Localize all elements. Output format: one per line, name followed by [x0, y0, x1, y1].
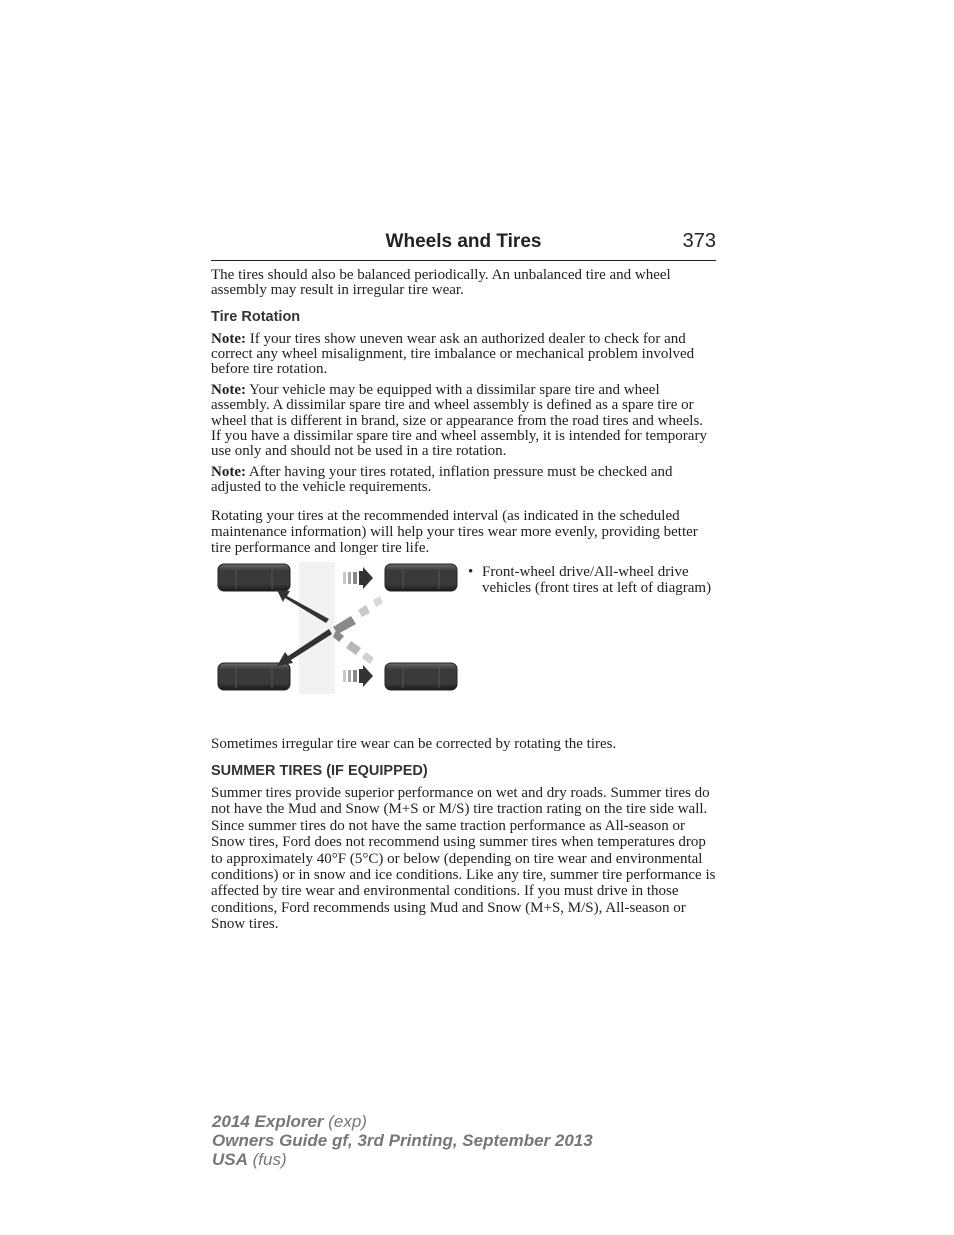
- after-figure-paragraph: Sometimes irregular tire wear can be corrected by rotating the tires.: [211, 735, 617, 752]
- arrow-icon: [343, 567, 373, 589]
- note-label: Note:: [211, 330, 246, 347]
- intro-paragraph: The tires should also be balanced periodically. An unbalanced tire and wheel assembly may result in irregular tire wear.: [211, 267, 671, 299]
- tire-rotation-diagram: [211, 562, 461, 702]
- footer-model-code: (exp): [323, 1112, 367, 1131]
- footer-market: USA: [212, 1150, 248, 1169]
- list-item: [465, 564, 717, 597]
- bullet-text: Front-wheel drive/All-wheel drive vehicles (front tires at left of diagram): [482, 563, 712, 597]
- note-label: Note:: [211, 382, 246, 399]
- bullet-icon: •: [468, 563, 474, 580]
- page-content: [211, 268, 716, 933]
- tire-icon: [385, 564, 457, 591]
- note-text: After having your tires rotated, inflation pressure must be checked and adjusted to the vehicle requirements.: [211, 464, 673, 496]
- note-text: Your vehicle may be equipped with a dissimilar spare tire and wheel assembly. A dissimilar spare tire and wheel assembly is defined as a spare tire or wheel that is different in brand, size or appearance from the road tires and wheels. If you have a dissimilar spare tire and wheel assembly, it is intended for temporary use only and should not be used in a tire rotation.: [211, 382, 707, 460]
- page-footer: [212, 1112, 593, 1169]
- rotation-body-paragraph: Rotating your tires at the recommended interval (as indicated in the scheduled maintenance information) will help your tires wear more evenly, providing better tire performance and longer tire life.: [211, 507, 698, 556]
- diagram-caption: [465, 564, 717, 597]
- section-title: Wheels and Tires: [385, 231, 542, 252]
- tire-icon: [218, 564, 290, 591]
- arrow-icon: [333, 596, 383, 634]
- tire-icon: [218, 663, 290, 690]
- note-paragraph: [211, 465, 716, 495]
- summer-tires-paragraph: Summer tires provide superior performance on wet and dry roads. Summer tires do not have the Mud and Snow (M+S or M/S) tire traction rating on the tire side wall. Since summer tires do not have the same traction performance as All-season or Snow tires, Ford does not recommend using summer tires when temperatures drop to approximately 40°F (5°C) or below (depending on tire wear and environmental conditions) or in snow and ice conditions. Like any tire, summer tire performance is affected by tire wear and environmental conditions. If you must drive in those conditions, Ford recommends using Mud and Snow (M+S, M/S), All-season or Snow tires.: [211, 785, 716, 933]
- page-header: [211, 228, 716, 261]
- footer-market-code: (fus): [247, 1150, 287, 1169]
- note-text: If your tires show uneven wear ask an authorized dealer to check for and correct any wheel misalignment, tire imbalance or mechanical problem involved before tire rotation.: [211, 330, 695, 378]
- tire-rotation-heading: Tire Rotation: [211, 309, 301, 326]
- arrow-icon: [343, 665, 373, 687]
- note-paragraph: [211, 383, 716, 459]
- arrow-icon: [333, 630, 374, 664]
- footer-guide-line: Owners Guide gf, 3rd Printing, September 2013: [212, 1131, 593, 1150]
- page-number: 373: [682, 230, 716, 252]
- note-paragraph: [211, 332, 716, 378]
- tire-icon: [385, 663, 457, 690]
- footer-line: [212, 1150, 593, 1169]
- footer-model: 2014 Explorer: [212, 1112, 324, 1131]
- rotation-figure-block: [211, 562, 716, 737]
- footer-line: [212, 1112, 593, 1131]
- summer-tires-heading: SUMMER TIRES (IF EQUIPPED): [211, 762, 428, 779]
- diagram-background: [299, 562, 335, 694]
- note-label: Note:: [211, 464, 246, 481]
